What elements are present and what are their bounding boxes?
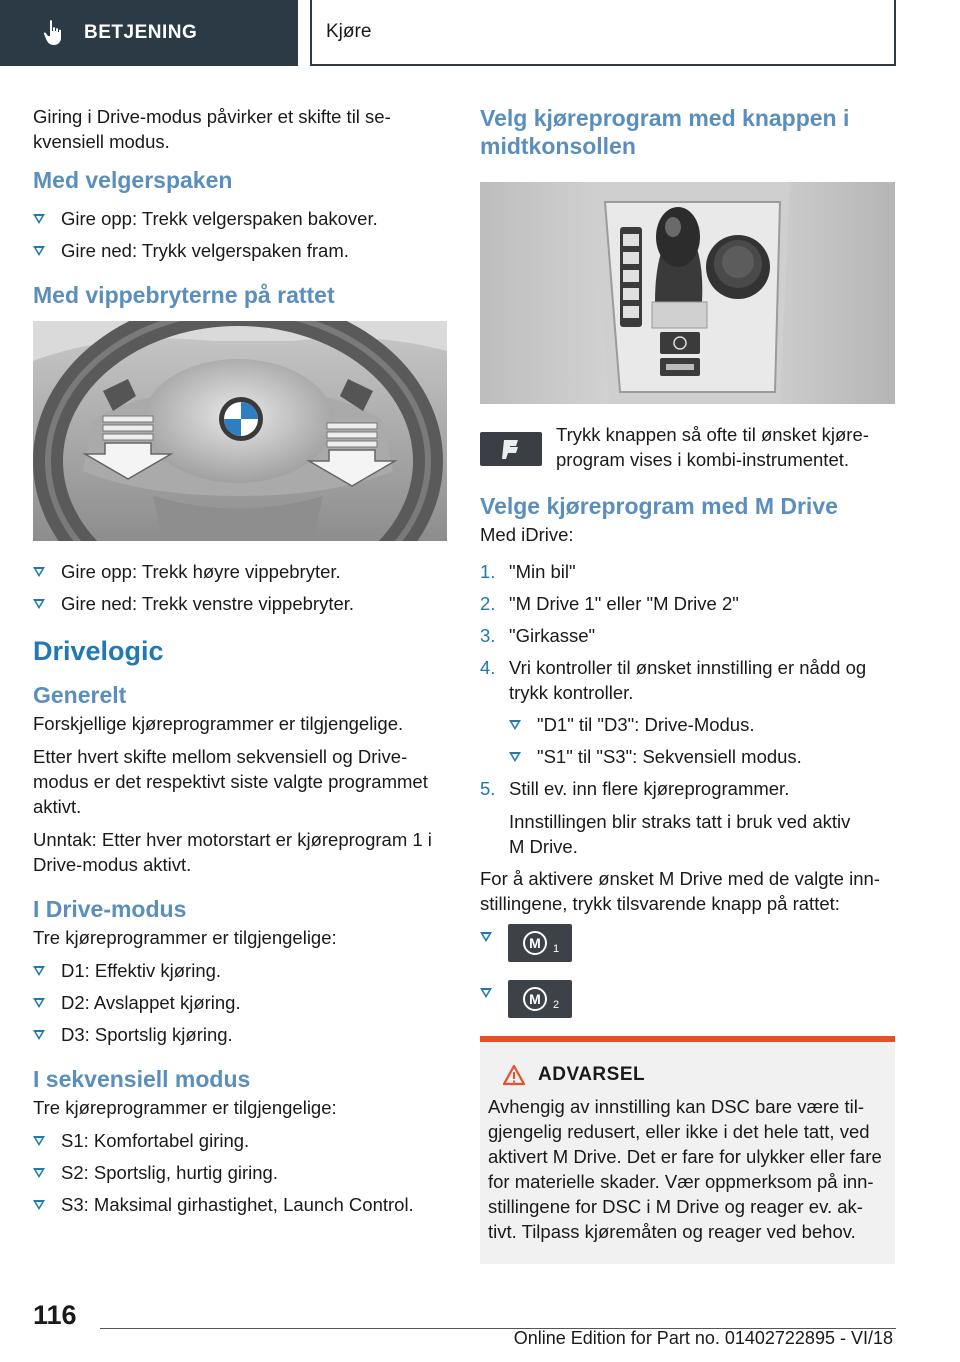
page-header — [0, 0, 960, 66]
section-tab — [0, 0, 298, 66]
drive-mode-button-icon — [480, 432, 542, 466]
heading-lever: Med velgerspaken — [33, 167, 233, 193]
triangle-bullet-icon — [480, 988, 492, 998]
hand-pointer-icon — [42, 19, 66, 47]
triangle-bullet-icon — [33, 599, 45, 609]
triangle-bullet-icon — [33, 567, 45, 577]
sequential-mode-intro: Tre kjøreprogrammer er tilgjengelige: — [33, 1097, 337, 1118]
heading-drivelogic: Drivelogic — [33, 636, 164, 666]
step5-note: Innstillingen blir straks tatt i bruk ved aktiv M Drive. — [509, 811, 851, 857]
list-item: D1: Effektiv kjøring. — [33, 958, 447, 983]
warning-text: Avhengig av innstilling kan DSC bare være til-gjengelig redusert, eller ikke i det hele tatt, ved aktivert M Drive. Det er fare for ulykker eller fare for materielle skader. Vær oppmerksom på inn-stillingene for DSC i M Drive og reager ev. ak-tivt. Tilpass kjøremåten og reager ved behov. — [488, 1096, 882, 1242]
triangle-bullet-icon — [33, 966, 45, 976]
edition-text: Online Edition for Part no. 01402722895 - VI/18 — [513, 1328, 893, 1348]
mdrive-steps — [480, 559, 895, 859]
svg-text:1: 1 — [553, 943, 560, 955]
list-item: D3: Sportslig kjøring. — [33, 1022, 447, 1047]
left-column — [33, 104, 447, 1225]
sequential-mode-list — [33, 1128, 447, 1217]
intro-paragraph: Giring i Drive-modus påvirker et skifte til se-kvensiell modus. — [33, 106, 391, 152]
drive-mode-list — [33, 958, 447, 1047]
drive-mode-button-row — [480, 422, 895, 472]
triangle-bullet-icon — [33, 1168, 45, 1178]
page-footer — [0, 1290, 960, 1362]
svg-text:M: M — [529, 935, 541, 951]
activate-paragraph: For å aktivere ønsket M Drive med de valgte inn-stillingene, trykk tilsvarende knapp på rattet: — [480, 868, 880, 914]
center-console-image — [480, 182, 895, 404]
list-item: 4. Vri kontroller til ønsket innstilling er nådd og trykk kontroller. "D1" til "D3": Drive-Modus. "S1" til "S3": Sekvensiell modus. — [480, 655, 895, 769]
section-label: BETJENING — [84, 22, 198, 43]
drive-mode-intro: Tre kjøreprogrammer er tilgjengelige: — [33, 927, 337, 948]
warning-box — [480, 1036, 895, 1264]
list-item: 1. "Min bil" — [480, 561, 576, 582]
svg-text:M: M — [529, 991, 541, 1007]
list-item: S3: Maksimal girhastighet, Launch Control. — [33, 1192, 447, 1217]
list-item: "D1" til "D3": Drive-Modus. — [509, 712, 895, 737]
center-console-illustration — [480, 182, 895, 404]
right-column — [480, 104, 895, 1264]
triangle-bullet-icon — [480, 932, 492, 942]
triangle-bullet-icon — [509, 752, 521, 762]
heading-paddles: Med vippebryterne på rattet — [33, 282, 335, 308]
triangle-bullet-icon — [33, 1200, 45, 1210]
step4-sublist — [509, 712, 895, 769]
list-item: Gire opp: Trekk velgerspaken bakover. — [33, 206, 447, 231]
page-number: 116 — [33, 1300, 77, 1330]
heading-general: Generelt — [33, 682, 127, 708]
triangle-bullet-icon — [33, 998, 45, 1008]
svg-text:2: 2 — [553, 999, 560, 1011]
button-instruction: Trykk knappen så ofte til ønsket kjøre-program vises i kombi-instrumentet. — [556, 424, 869, 470]
heading-drive-mode: I Drive-modus — [33, 896, 187, 922]
general-paragraph-3: Unntak: Etter hver motorstart er kjøreprogram 1 i Drive-modus aktivt. — [33, 829, 432, 875]
triangle-bullet-icon — [33, 214, 45, 224]
list-item: S1: Komfortabel giring. — [33, 1128, 447, 1153]
general-paragraph-1: Forskjellige kjøreprogrammer er tilgjengelige. — [33, 713, 404, 734]
list-item: 5. Still ev. inn flere kjøreprogrammer. Innstillingen blir straks tatt i bruk ved aktiv M Drive. — [480, 776, 895, 859]
m1-item — [480, 924, 895, 962]
drive-mode-symbol-icon — [496, 437, 526, 461]
paddle-list — [33, 559, 447, 616]
idrive-intro: Med iDrive: — [480, 524, 574, 545]
list-item: 3. "Girkasse" — [480, 625, 596, 646]
chapter-tab — [310, 0, 896, 66]
m2-button-icon — [508, 980, 572, 1018]
triangle-bullet-icon — [509, 720, 521, 730]
list-item: "S1" til "S3": Sekvensiell modus. — [509, 744, 895, 769]
m1-button-icon — [508, 924, 572, 962]
triangle-bullet-icon — [33, 1030, 45, 1040]
heading-sequential-mode: I sekvensiell modus — [33, 1066, 251, 1092]
chapter-label: Kjøre — [326, 21, 372, 42]
list-item: Gire ned: Trekk venstre vippebryter. — [33, 591, 447, 616]
list-item: S2: Sportslig, hurtig giring. — [33, 1160, 447, 1185]
warning-triangle-icon — [502, 1064, 526, 1086]
list-item: Gire ned: Trykk velgerspaken fram. — [33, 238, 447, 263]
warning-header — [488, 1064, 887, 1086]
heading-mdrive: Velge kjøreprogram med M Drive — [480, 493, 838, 519]
triangle-bullet-icon — [33, 1136, 45, 1146]
general-paragraph-2: Etter hvert skifte mellom sekvensiell og Drive-modus er det respektivt siste valgte programmet aktivt. — [33, 746, 428, 817]
steering-wheel-illustration — [33, 321, 447, 541]
triangle-bullet-icon — [33, 246, 45, 256]
lever-list — [33, 206, 447, 263]
m2-item — [480, 980, 895, 1018]
list-item: D2: Avslappet kjøring. — [33, 990, 447, 1015]
heading-console: Velg kjøreprogram med knappen i midtkonsollen — [480, 105, 850, 159]
warning-title: ADVARSEL — [538, 1064, 646, 1085]
list-item: 2. "M Drive 1" eller "M Drive 2" — [480, 593, 739, 614]
steering-wheel-image — [33, 321, 447, 541]
list-item: Gire opp: Trekk høyre vippebryter. — [33, 559, 447, 584]
